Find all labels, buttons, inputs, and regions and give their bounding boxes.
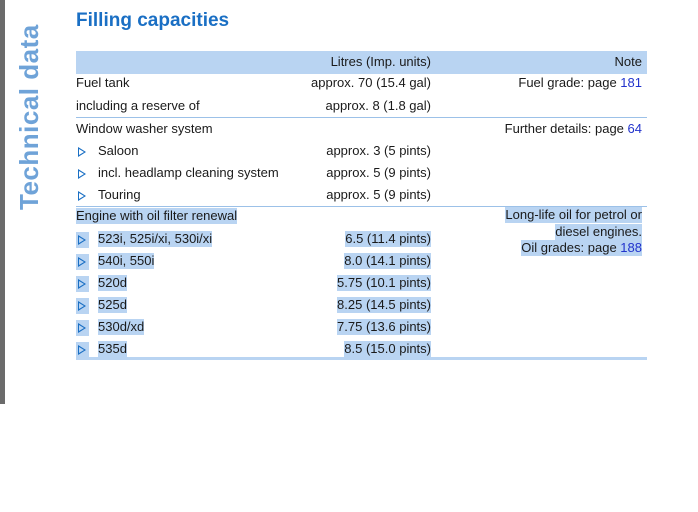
engine-note-line3: Oil grades: page [521,240,621,255]
engine-item-label: 530d/xd [98,319,145,334]
table-row [76,250,647,272]
bullet-triangle-icon [78,301,86,311]
bullet-highlight [76,276,89,292]
bullet-triangle-icon [78,191,86,201]
bullet-triangle-icon [78,235,86,245]
page-title: Filling capacities [76,10,230,31]
engine-item-value: 7.75 (13.6 pints) [337,319,431,334]
washer-item-label: Saloon [98,143,139,158]
washer-page-link[interactable]: 64 [627,121,642,136]
bullet-highlight [76,342,89,358]
washer-note-text: Further details: page [504,121,628,136]
bullet-triangle-icon [78,147,86,157]
oil-grades-page-link[interactable]: 188 [620,240,642,255]
engine-item-value: 6.5 (11.4 pints) [345,231,431,246]
table-row [76,228,647,250]
table-bottom-rule [76,357,647,360]
washer-item-label: incl. headlamp cleaning system [98,165,279,180]
left-margin-bar [0,0,5,404]
table-row [76,74,647,95]
header-note: Note [614,54,642,69]
bullet-triangle-icon [78,279,86,289]
washer-label: Window washer system [76,121,213,136]
engine-item-value: 8.0 (14.1 pints) [344,253,431,268]
engine-item-label: 520d [98,275,127,290]
bullet-triangle-icon [78,169,86,179]
engine-item-value: 8.25 (14.5 pints) [337,297,431,312]
reserve-value: approx. 8 (1.8 gal) [325,98,431,113]
engine-item-value: 5.75 (10.1 pints) [337,275,431,290]
fuel-tank-label: Fuel tank [76,75,130,90]
washer-note [505,121,642,137]
fuel-tank-value: approx. 70 (15.4 gal) [311,75,431,90]
table-row [76,294,647,316]
table-row [76,95,647,117]
engine-item-value: 8.5 (15.0 pints) [344,341,431,356]
table-row [76,184,647,206]
header-capacity: Litres (Imp. units) [330,54,431,69]
bullet-highlight [76,298,89,314]
engine-label: Engine with oil filter renewal [76,208,238,223]
washer-item-value: approx. 5 (9 pints) [326,187,431,202]
fuel-grade-page-link[interactable]: 181 [620,75,642,90]
washer-item-label: Touring [98,187,141,202]
engine-note-line2: diesel engines. [555,223,642,239]
fuel-tank-note [518,75,642,91]
table-row [76,117,647,140]
filling-capacities-table [76,51,647,360]
table-row [76,162,647,184]
table-row [76,272,647,294]
table-header-row [76,51,647,74]
engine-note-line1: Long-life oil for petrol or [505,207,642,222]
bullet-triangle-icon [78,323,86,333]
section-side-label: Technical data [14,24,44,210]
fuel-note-text: Fuel grade: page [518,75,621,90]
bullet-triangle-icon [78,257,86,267]
table-row [76,316,647,338]
engine-item-label: 523i, 525i/xi, 530i/xi [98,231,213,246]
washer-item-value: approx. 3 (5 pints) [326,143,431,158]
bullet-highlight [76,254,89,270]
reserve-label: including a reserve of [76,98,200,113]
washer-item-value: approx. 5 (9 pints) [326,165,431,180]
table-row [76,140,647,162]
bullet-highlight [76,320,89,336]
engine-item-label: 540i, 550i [98,253,155,268]
engine-item-label: 525d [98,297,127,312]
bullet-highlight [76,232,89,248]
engine-item-label: 535d [98,341,127,356]
bullet-triangle-icon [78,345,86,355]
